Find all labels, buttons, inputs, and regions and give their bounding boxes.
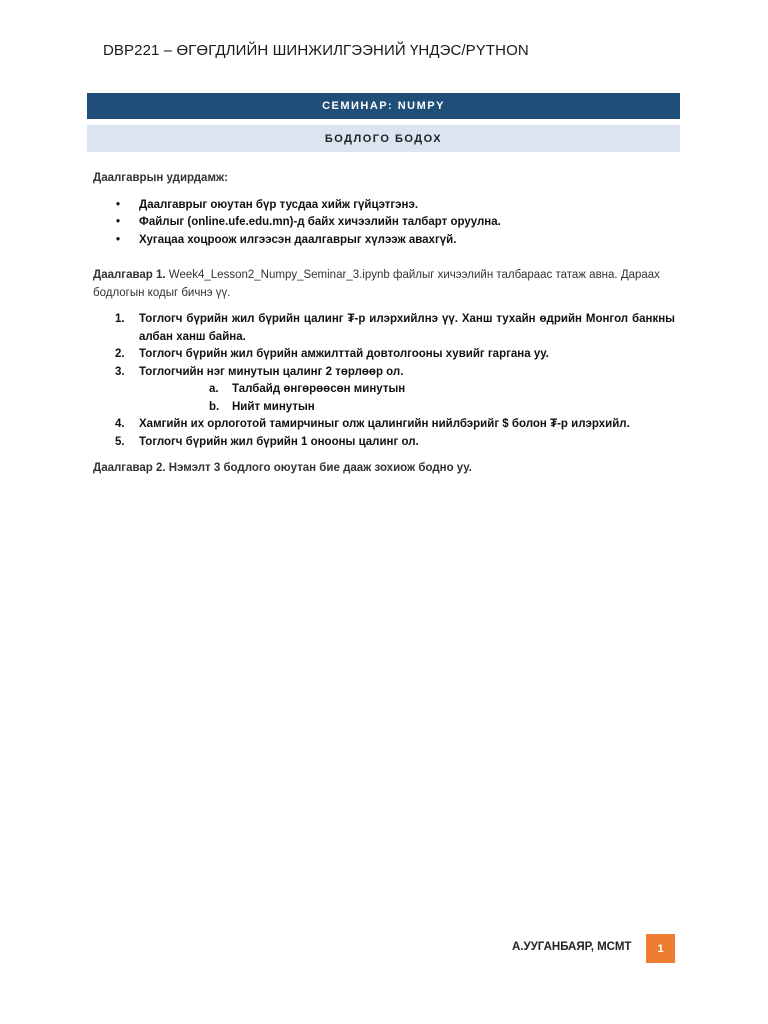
task1-label: Даалгавар 1. xyxy=(93,269,166,281)
seminar-banner: СЕМИНАР: NUMPY xyxy=(87,93,680,119)
task-subitem: a. Талбайд өнгөрөөсөн минутын xyxy=(209,383,406,395)
document-body xyxy=(93,170,675,478)
instruction-item: • Хугацаа хоцроож илгээсэн даалгаврыг хүлээж авахгүй. xyxy=(93,232,675,250)
task-item: 4. Хамгийн их орлоготой тамирчиныг олж цалингийн нийлбэрийг $ болон ₮-р илэрхийл. xyxy=(115,418,630,430)
task-item: 1. Тоглогч бүрийн жил бүрийн цалинг ₮-р илэрхийлнэ үү. Ханш тухайн өдрийн Монгол банкны албан ханш байна. xyxy=(115,313,675,343)
instructions-title: Даалгаврын удирдамж: xyxy=(93,172,228,184)
task-item: 3. Тоглогчийн нэг минутын цалинг 2 төрлөөр ол. a. Талбайд өнгөрөөсөн минутын b. Нийт минутын xyxy=(93,364,675,417)
bullet-icon: • xyxy=(116,233,121,246)
bullet-icon: • xyxy=(116,216,121,228)
task-item: 5. Тоглогч бүрийн жил бүрийн 1 онооны цалинг ол. xyxy=(115,435,419,448)
page-number: 1 xyxy=(646,934,675,963)
bullet-icon: • xyxy=(116,198,121,211)
footer-author: А.УУГАНБАЯР, МСМТ xyxy=(512,941,632,953)
instruction-item: • Даалгаврыг оюутан бүр тусдаа хийж гүйцэтгэнэ. xyxy=(93,197,675,215)
instruction-item: • Файлыг (online.ufe.edu.mn)-д байх хичээлийн талбарт оруулна. xyxy=(93,214,675,232)
task-sublist xyxy=(139,381,675,416)
document-header: DBP221 – ӨГӨГДЛИЙН ШИНЖИЛГЭЭНИЙ ҮНДЭС/PYTHON xyxy=(103,42,529,59)
task1-paragraph xyxy=(93,267,675,302)
task1-text: Week4_Lesson2_Numpy_Seminar_3.ipynb файлыг хичээлийн талбараас татаж авна. Дараах бодлогын кодыг бичнэ үү. xyxy=(93,269,660,299)
task1-list xyxy=(93,311,675,451)
task-subitem: b. Нийт минутын xyxy=(209,400,315,413)
instructions-list xyxy=(93,197,675,250)
task-item: 2. Тоглогч бүрийн жил бүрийн амжилттай довтолгооны хувийг гаргана уу. xyxy=(115,348,549,360)
subtitle-banner: БОДЛОГО БОДОХ xyxy=(87,125,680,152)
task2-paragraph: Даалгавар 2. Нэмэлт 3 бодлого оюутан бие дааж зохиож бодно уу. xyxy=(93,462,472,474)
